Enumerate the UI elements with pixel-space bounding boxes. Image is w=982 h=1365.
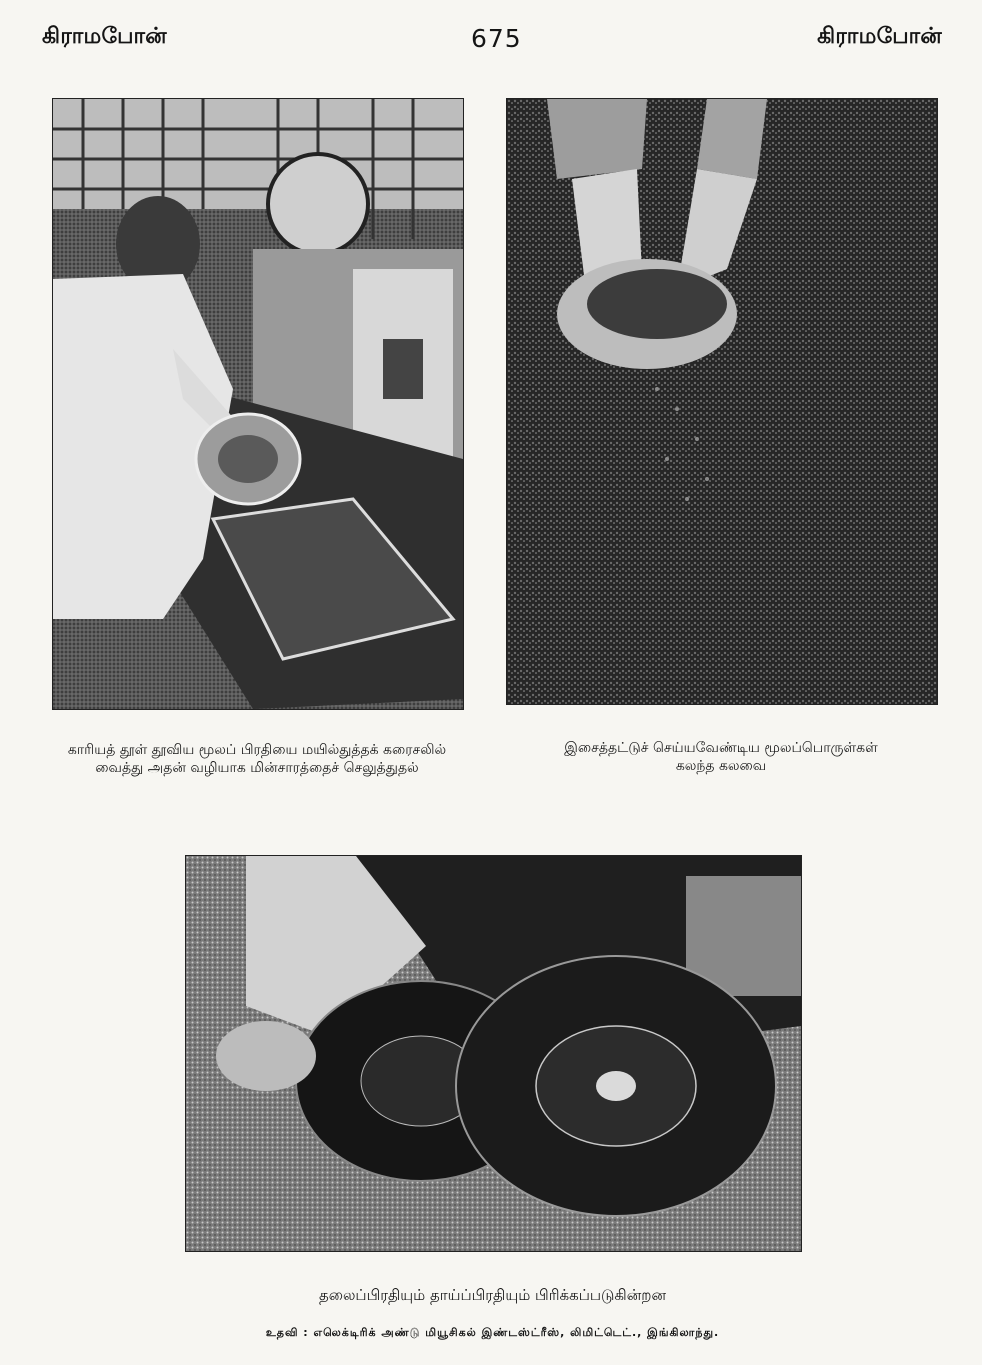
running-head-right: கிராமபோன் <box>817 24 942 49</box>
page-number: 675 <box>471 24 522 53</box>
caption-electroplating: காரியத் தூள் தூவிய மூலப் பிரதியை மயில்துத்தக் கரைசலில் வைத்து அதன் வழியாக மின்சாரத்தைச் செலுத்துதல் <box>67 742 447 776</box>
caption-disc-separation: தலைப்பிரதியும் தாய்ப்பிரதியும் பிரிக்கப்படுகின்றன <box>318 1286 667 1304</box>
photo-raw-material-mix <box>506 98 938 705</box>
caption-raw-material-mix: இசைத்தட்டுச் செய்யவேண்டிய மூலப்பொருள்கள் கலந்த கலவை <box>564 740 878 774</box>
photo-disc-separation <box>185 855 802 1252</box>
photo-credit: உதவி : எலெக்டிரிக் அண்டு மியூசிகல் இண்டஸ்ட்ரீஸ், லிமிட்டெட்., இங்கிலாந்து. <box>265 1326 720 1339</box>
running-head-left: கிராமபோன் <box>42 24 167 49</box>
photo-electroplating <box>52 98 464 710</box>
